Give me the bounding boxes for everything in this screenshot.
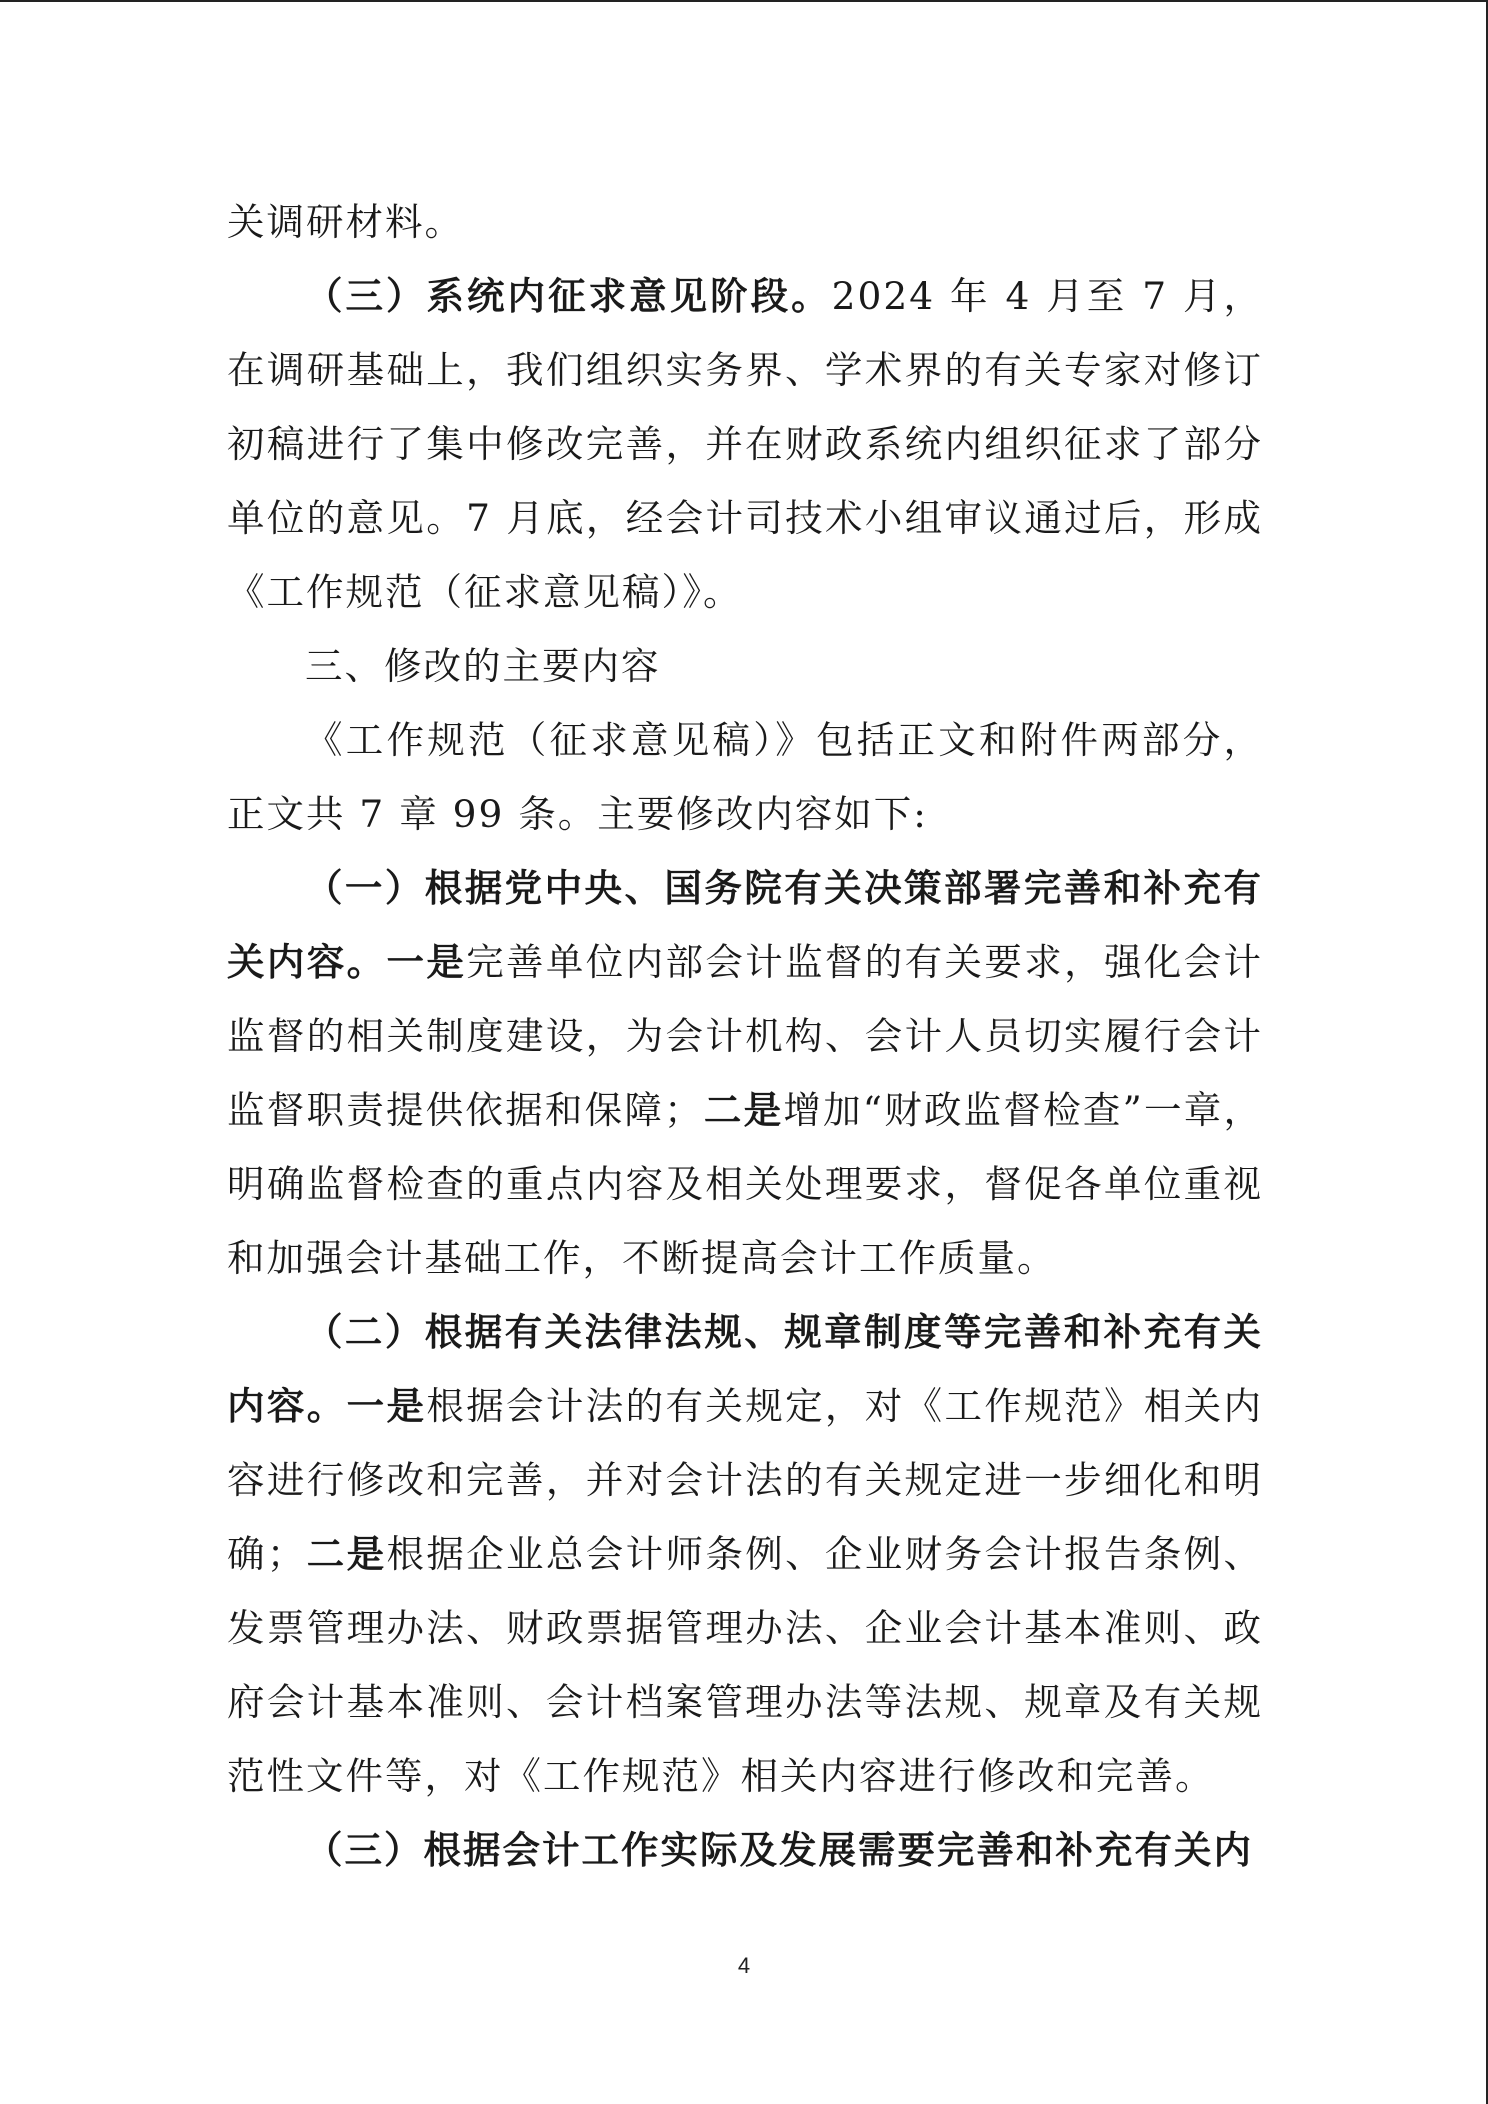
document-body [227,185,1263,1887]
page-number: 4 [737,1953,751,1978]
page-border-top [0,0,1488,2]
paragraph-lead: （二）根据有关法律法规、规章制度等完善和补充有关内容。 [227,1310,1263,1428]
paragraph-marker: 二是 [703,1088,784,1132]
paragraph-lead: （一）根据党中央、国务院有关决策部署完善和补充有关内容。 [227,866,1263,984]
paragraph-text: 完善单位内部会计监督的有关要求，强化会计监督的相关制度建设，为会计机构、会计人员切实履行会计监督职责提供依据和保障； [227,940,1264,1132]
paragraph-text: 《工作规范（征求意见稿）》包括正文和附件两部分，正文共 7 章 99 条。主要修改内容如下: [227,718,1263,836]
paragraph-item-2 [227,1295,1263,1813]
paragraph-text: 根据会计法的有关规定，对《工作规范》相关内容进行修改和完善，并对会计法的有关规定进一步细化和明确； [227,1384,1264,1576]
paragraph-lead: （三）系统内征求意见阶段。 [305,274,832,318]
paragraph-consultation-stage [227,259,1263,629]
paragraph-lead: （三）根据会计工作实际及发展需要完善和补充有关内 [305,1828,1253,1872]
paragraph-continuation [227,185,1263,259]
paragraph-text: 关调研材料。 [227,200,464,244]
paragraph-marker: 一是 [386,940,467,984]
paragraph-marker: 一是 [346,1384,427,1428]
paragraph-item-3 [227,1813,1263,1887]
section-heading: 三、修改的主要内容 [305,644,661,688]
paragraph-text: 增加“财政监督检查”一章，明确监督检查的重点内容及相关处理要求，督促各单位重视和加强会计基础工作，不断提高会计工作质量。 [227,1088,1264,1280]
paragraph-text: 2024 年 4 月至 7 月，在调研基础上，我们组织实务界、学术界的有关专家对修订初稿进行了集中修改完善，并在财政系统内组织征求了部分单位的意见。7 月底，经会计司技术小组审议通过后，形成《工作规范（征求意见稿）》。 [227,274,1263,614]
paragraph-text: 根据企业总会计师条例、企业财务会计报告条例、发票管理办法、财政票据管理办法、企业会计基本准则、政府会计基本准则、会计档案管理办法等法规、规章及有关规范性文件等，对《工作规范》相关内容进行修改和完善。 [227,1532,1264,1798]
paragraph-overview [227,703,1263,851]
paragraph-marker: 二是 [306,1532,387,1576]
paragraph-item-1 [227,851,1263,1295]
